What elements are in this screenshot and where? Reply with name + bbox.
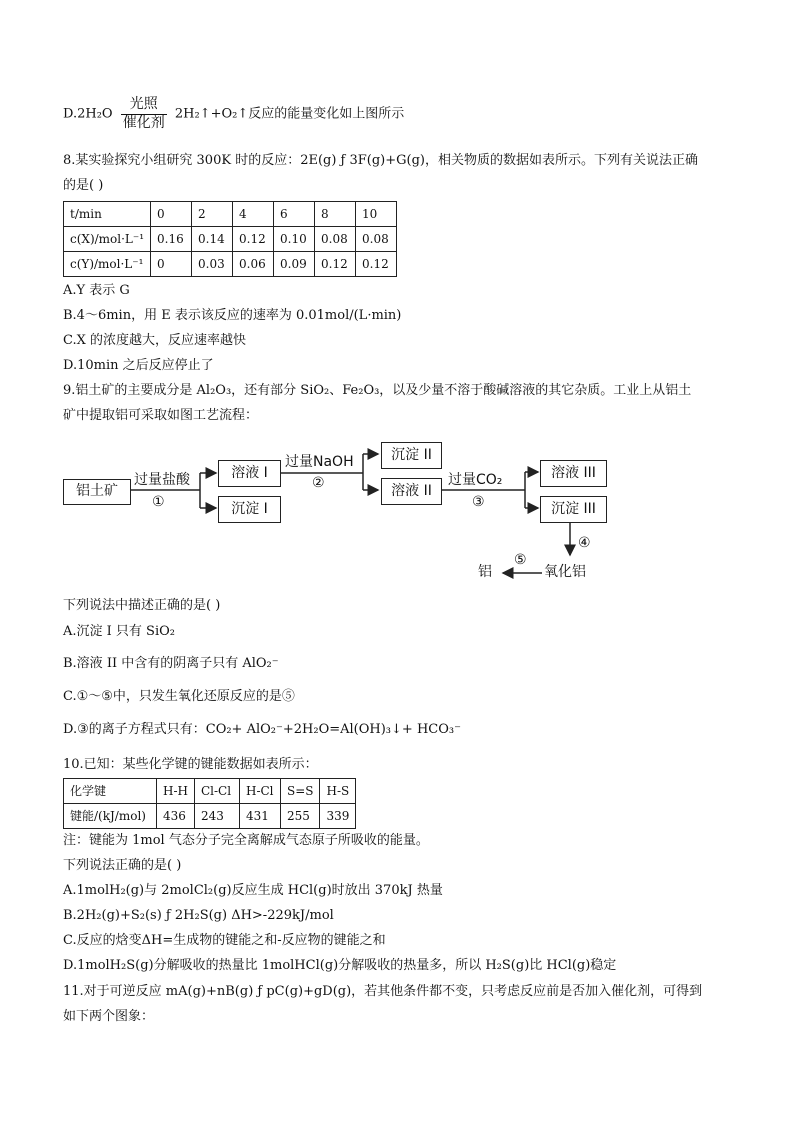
table-cell: 0.08 bbox=[315, 227, 356, 252]
condition-top: 光照 bbox=[121, 96, 167, 115]
q11-stem-line1: 11.对于可逆反应 mA(g)+nB(g) ƒ pC(g)+gD(g)，若其他条件都不变，只考虑反应前是否加入催化剂，可得到 bbox=[63, 984, 703, 999]
q8-stem-line2: 的是( ) bbox=[63, 178, 104, 193]
q8-option-d: D.10min 之后反应停止了 bbox=[63, 358, 214, 373]
q10-option-d: D.1molH₂S(g)分解吸收的热量比 1molHCl(g)分解吸收的热量多，所以 H₂S(g)比 HCl(g)稳定 bbox=[63, 958, 617, 973]
table-cell: 0.12 bbox=[356, 252, 397, 277]
q9-option-c: C.①～⑤中，只发生氧化还原反应的是⑤ bbox=[63, 689, 295, 704]
q9-option-a: A.沉淀 I 只有 SiO₂ bbox=[63, 624, 175, 639]
table-cell: H-H bbox=[157, 779, 195, 804]
step-2: ② bbox=[312, 475, 325, 491]
box-precipitate-1: 沉淀 I bbox=[218, 496, 281, 523]
table-cell: S=S bbox=[280, 779, 320, 804]
table-row bbox=[64, 779, 356, 804]
label-excess-co2: 过量CO₂ bbox=[448, 472, 503, 488]
table-cell: H-Cl bbox=[239, 779, 280, 804]
q8-stem-line1: 8.某实验探究小组研究 300K 时的反应：2E(g) ƒ 3F(g)+G(g)，相关物质的数据如表所示。下列有关说法正确 bbox=[63, 153, 698, 168]
table-cell: 键能/(kJ/mol) bbox=[64, 804, 157, 829]
table-cell: 8 bbox=[315, 202, 356, 227]
q9-question: 下列说法中描述正确的是( ) bbox=[63, 598, 221, 613]
box-bauxite: 铝土矿 bbox=[63, 479, 131, 505]
table-cell: 255 bbox=[280, 804, 320, 829]
q8-option-b: B.4～6min，用 E 表示该反应的速率为 0.01mol/(L·min) bbox=[63, 308, 402, 323]
table-cell: 0.14 bbox=[192, 227, 233, 252]
condition-bottom: 催化剂 bbox=[122, 114, 165, 131]
table-cell: 431 bbox=[239, 804, 280, 829]
table-cell: 0.08 bbox=[356, 227, 397, 252]
table-row bbox=[64, 804, 356, 829]
step-3: ③ bbox=[472, 494, 485, 510]
box-solution-1: 溶液 I bbox=[218, 460, 281, 487]
label-excess-naoh: 过量NaOH bbox=[285, 454, 354, 470]
table-cell: c(X)/mol·L⁻¹ bbox=[64, 227, 151, 252]
box-solution-2: 溶液 II bbox=[381, 478, 442, 505]
table-cell: 0.06 bbox=[233, 252, 274, 277]
table-cell: 6 bbox=[274, 202, 315, 227]
table-cell: 4 bbox=[233, 202, 274, 227]
step-5: ⑤ bbox=[514, 552, 527, 568]
table-cell: c(Y)/mol·L⁻¹ bbox=[64, 252, 151, 277]
q8-option-c: C.X 的浓度越大，反应速率越快 bbox=[63, 333, 247, 348]
q7d-suffix: 2H₂↑+O₂↑反应的能量变化如上图所示 bbox=[174, 106, 405, 122]
box-precipitate-2: 沉淀 II bbox=[381, 442, 442, 469]
table-cell: 化学键 bbox=[64, 779, 157, 804]
q11-stem-line2: 如下两个图象： bbox=[63, 1009, 155, 1024]
q9-option-d: D.③的离子方程式只有：CO₂+ AlO₂⁻+2H₂O=Al(OH)₃↓+ HCO₃⁻ bbox=[63, 722, 461, 737]
table-cell: 0 bbox=[151, 252, 192, 277]
table-cell: Cl-Cl bbox=[194, 779, 239, 804]
q9-stem-line1: 9.铝土矿的主要成分是 Al₂O₃，还有部分 SiO₂、Fe₂O₃，以及少量不溶于酸碱溶液的其它杂质。工业上从铝土 bbox=[63, 383, 692, 398]
q10-option-b: B.2H₂(g)+S₂(s) ƒ 2H₂S(g) ΔH>-229kJ/mol bbox=[63, 908, 334, 923]
q10-note: 注：键能为 1mol 气态分子完全离解成气态原子所吸收的能量。 bbox=[63, 833, 429, 848]
label-excess-hcl: 过量盐酸 bbox=[134, 472, 190, 488]
q10-option-a: A.1molH₂(g)与 2molCl₂(g)反应生成 HCl(g)时放出 370kJ 热量 bbox=[63, 883, 443, 898]
table-cell: 2 bbox=[192, 202, 233, 227]
table-cell: 243 bbox=[194, 804, 239, 829]
table-cell: 0.16 bbox=[151, 227, 192, 252]
table-cell: 0.03 bbox=[192, 252, 233, 277]
table-cell: 0.12 bbox=[233, 227, 274, 252]
q9-option-b: B.溶液 II 中含有的阴离子只有 AlO₂⁻ bbox=[63, 656, 279, 671]
table-cell: 0 bbox=[151, 202, 192, 227]
table-cell: t/min bbox=[64, 202, 151, 227]
table-cell: 0.09 bbox=[274, 252, 315, 277]
step-4: ④ bbox=[578, 535, 591, 551]
box-solution-3: 溶液 III bbox=[540, 460, 607, 487]
q10-stem: 10.已知：某些化学键的键能数据如表所示： bbox=[63, 757, 318, 772]
text-aluminum: 铝 bbox=[478, 564, 492, 580]
q10-question: 下列说法正确的是( ) bbox=[63, 858, 182, 873]
table-cell: 436 bbox=[157, 804, 195, 829]
table-cell: H-S bbox=[320, 779, 356, 804]
table-cell: 10 bbox=[356, 202, 397, 227]
q7d-prefix: D.2H₂O bbox=[63, 106, 113, 122]
step-1: ① bbox=[152, 494, 165, 510]
text-alumina: 氧化铝 bbox=[544, 564, 586, 580]
q9-stem-line2: 矿中提取铝可采取如图工艺流程： bbox=[63, 408, 259, 423]
table-cell: 339 bbox=[320, 804, 356, 829]
table-cell: 0.10 bbox=[274, 227, 315, 252]
box-precipitate-3: 沉淀 III bbox=[540, 496, 607, 523]
q10-table bbox=[63, 778, 356, 829]
q8-option-a: A.Y 表示 G bbox=[63, 283, 130, 298]
table-cell: 0.12 bbox=[315, 252, 356, 277]
q10-option-c: C.反应的焓变ΔH=生成物的键能之和-反应物的键能之和 bbox=[63, 933, 386, 948]
